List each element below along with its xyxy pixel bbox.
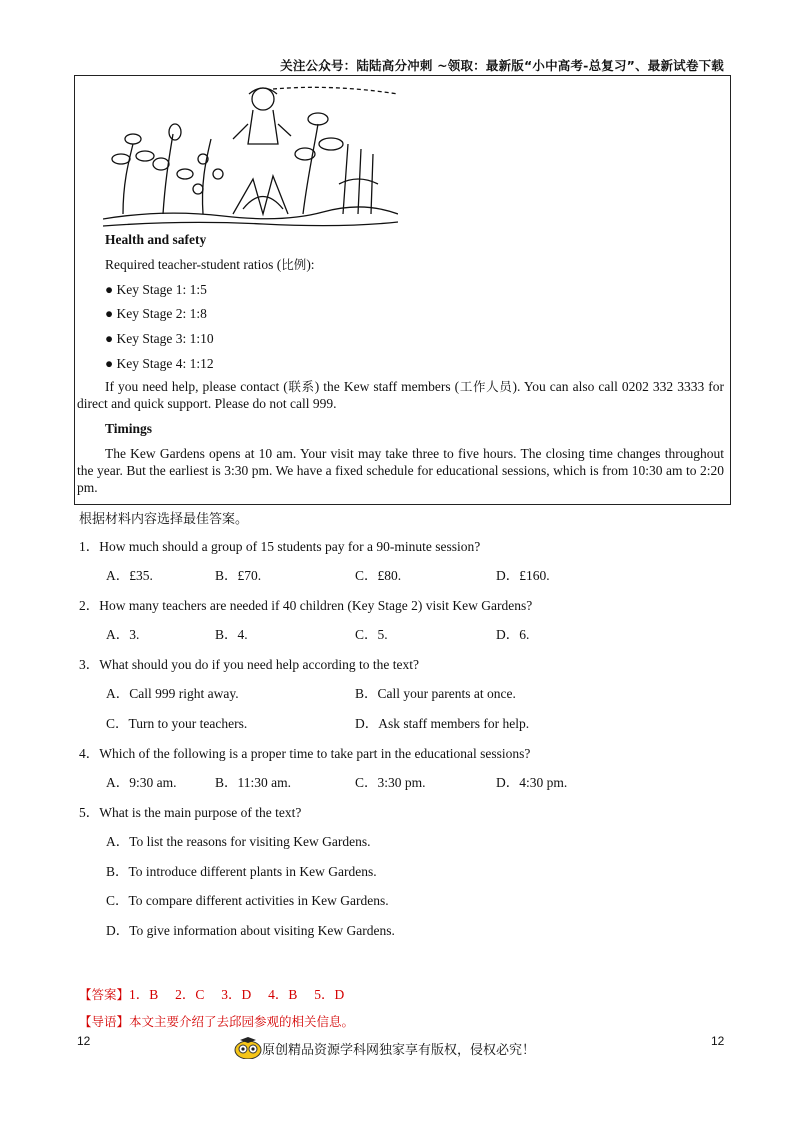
q4-option-c[interactable]: C．3:30 pm. xyxy=(355,775,426,790)
health-title: Health and safety xyxy=(105,232,207,247)
question-4: 4．Which of the following is a proper time to take part in the educational sessions? xyxy=(79,746,531,761)
ratio-intro: Required teacher-student ratios (比例): xyxy=(105,257,315,272)
page-header: 关注公众号：陆陆高分冲刺 ~领取：最新版“小中高考-总复习”、最新试卷下载 xyxy=(280,58,724,73)
answer-line: 【答案】1．B 2．C 3．D 4．B 5．D xyxy=(79,987,345,1002)
question-5: 5．What is the main purpose of the text? xyxy=(79,805,302,820)
guide-line: 【导语】本文主要介绍了去邱园参观的相关信息。 xyxy=(79,1014,355,1029)
q5-option-c[interactable]: C．To compare different activities in Kew Gardens. xyxy=(106,893,389,908)
help-paragraph: If you need help, please contact (联系) the Kew staff members (工作人员). You can also call 0202 332 3333 for direct and quick support. Please do not call 999. xyxy=(77,379,724,411)
question-1: 1．How much should a group of 15 students pay for a 90-minute session? xyxy=(79,539,481,554)
q4-option-d[interactable]: D．4:30 pm. xyxy=(496,775,568,790)
q4-option-a[interactable]: A．9:30 am. xyxy=(106,775,177,790)
ratio-item: ● Key Stage 1: 1:5 xyxy=(105,282,207,297)
q5-option-d[interactable]: D．To give information about visiting Kew Gardens. xyxy=(106,923,395,938)
q3-option-b[interactable]: B．Call your parents at once. xyxy=(355,686,516,701)
instruction: 根据材料内容选择最佳答案。 xyxy=(79,512,249,527)
q1-option-c[interactable]: C．£80. xyxy=(355,568,402,583)
q3-option-a[interactable]: A．Call 999 right away. xyxy=(106,686,239,701)
ratio-item: ● Key Stage 3: 1:10 xyxy=(105,331,214,346)
page-number-left: 12 xyxy=(77,1034,91,1048)
timings-title: Timings xyxy=(105,421,153,436)
q4-option-b[interactable]: B．11:30 am. xyxy=(215,775,291,790)
garden-illustration xyxy=(103,84,398,229)
q1-option-a[interactable]: A．£35. xyxy=(106,568,153,583)
ratio-item: ● Key Stage 4: 1:12 xyxy=(105,356,214,371)
q5-option-a[interactable]: A．To list the reasons for visiting Kew Gardens. xyxy=(106,834,371,849)
q3-option-c[interactable]: C．Turn to your teachers. xyxy=(106,716,248,731)
q1-option-d[interactable]: D．£160. xyxy=(496,568,550,583)
q2-option-a[interactable]: A．3. xyxy=(106,627,140,642)
q1-option-b[interactable]: B．£70. xyxy=(215,568,262,583)
timings-paragraph: The Kew Gardens opens at 10 am. Your visit may take three to five hours. The closing time changes throughout the year. But the earliest is 3:30 pm. We have a fixed schedule for educational sessions, which is from 10:30 am to 2:20 pm. xyxy=(77,446,724,495)
q5-option-b[interactable]: B．To introduce different plants in Kew Gardens. xyxy=(106,864,377,879)
footer: 原创精品资源学科网独家享有版权，侵权必究！ xyxy=(234,1037,535,1059)
passage-box xyxy=(74,75,731,505)
question-3: 3．What should you do if you need help according to the text? xyxy=(79,657,420,672)
q2-option-d[interactable]: D．6. xyxy=(496,627,530,642)
ratio-item: ● Key Stage 2: 1:8 xyxy=(105,306,207,321)
q2-option-c[interactable]: C．5. xyxy=(355,627,388,642)
q3-option-d[interactable]: D．Ask staff members for help. xyxy=(355,716,530,731)
owl-logo-icon xyxy=(234,1037,262,1059)
question-2: 2．How many teachers are needed if 40 children (Key Stage 2) visit Kew Gardens? xyxy=(79,598,533,613)
q2-option-b[interactable]: B．4. xyxy=(215,627,248,642)
page-number-right: 12 xyxy=(711,1034,725,1048)
